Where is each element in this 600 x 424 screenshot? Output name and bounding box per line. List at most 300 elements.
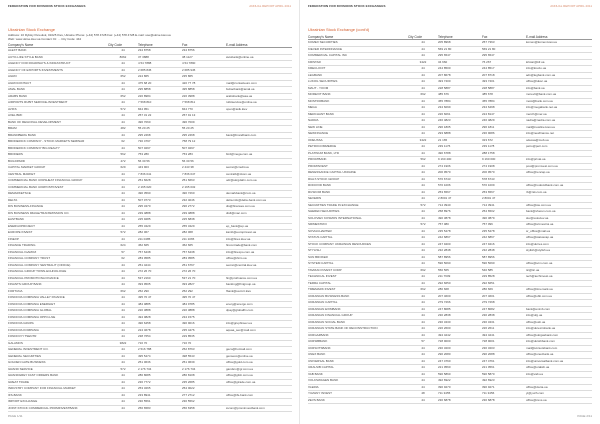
fax-cell: 296 1811: [482, 124, 526, 131]
city-code-cell: 44: [108, 113, 138, 120]
city-code-cell: 44: [108, 379, 138, 386]
telephone-cell: 244 8500: [438, 66, 482, 73]
table-row: [8, 301, 292, 308]
telephone-cell: 255 3429: [138, 223, 182, 230]
email-cell: office@rodovidbank.com.ua: [526, 183, 592, 190]
city-code-cell: 624: [108, 243, 138, 250]
city-code-cell: 44: [408, 170, 438, 177]
company-name-cell: COMMERCIAL BANK UKRSHEAT FINANCIAL GROUP: [8, 178, 108, 185]
email-cell: mail@contacteuro.com: [226, 80, 292, 87]
fax-cell: 716 70: [182, 340, 226, 347]
fax-cell: 211 1065: [182, 236, 226, 243]
city-code-cell: 44: [108, 392, 138, 399]
company-name-cell: UNEX BANK: [308, 352, 408, 359]
email-cell: komex@komex.kiev.ua: [526, 40, 592, 47]
company-name-cell: GENERAL INVESTMENT CO.: [8, 347, 108, 354]
telephone-cell: 239 4888: [138, 210, 182, 217]
company-name-cell: GRAND SERVICE: [8, 366, 108, 373]
fax-cell: 256 6358: [182, 405, 226, 412]
email-cell: mail@ukrsotsbank.com: [526, 345, 592, 352]
city-code-cell: 44: [408, 131, 438, 138]
fax-cell: 277 2712: [182, 392, 226, 399]
telephone-cell: 239 1176: [438, 144, 482, 151]
email-cell: aquaa_sec@mail.com: [226, 327, 292, 334]
city-code-cell: 652: [108, 74, 138, 81]
company-name-cell: MEGA: [308, 105, 408, 112]
email-cell: dpay@globalfin.com: [226, 308, 292, 315]
right-header-title: FEDERATION FOR DIVISIONS STOCK EXCHANGES: [308, 4, 386, 8]
fax-cell: 757 6438: [182, 249, 226, 256]
city-code-cell: 44: [108, 353, 138, 360]
email-cell: office@ifs-bank.com: [226, 392, 292, 399]
email-cell: office@ubb.com.ua: [526, 293, 592, 300]
company-name-cell: NEWFINANCE: [308, 131, 408, 138]
fax-cell: 728 9001: [482, 339, 526, 346]
fax-cell: 7 836 047: [182, 171, 226, 178]
city-code-cell: 44: [108, 262, 138, 269]
fax-cell: 207 8718: [482, 72, 526, 79]
email-cell: office@statuscap.ua: [526, 235, 592, 242]
city-code-cell: 44: [408, 300, 438, 307]
company-name-cell: DIS BUSINESS IMAGE/TRANSMISSION CO.: [8, 210, 108, 217]
fax-cell: 587 8956: [482, 254, 526, 261]
city-code-cell: 3822: [108, 340, 138, 347]
email-cell: udr@ukrgdafm.com.ua: [226, 178, 292, 185]
fax-cell: 9 160 000: [482, 157, 526, 164]
company-name-cell: BRODERS: [8, 152, 108, 159]
fax-cell: 235 5478: [482, 228, 526, 235]
email-cell: office@unexbank.ua: [526, 352, 592, 359]
city-code-cell: 44: [108, 145, 138, 152]
email-cell: kristar@kif.ua: [526, 59, 592, 66]
city-code-cell: 44: [108, 295, 138, 302]
company-name-cell: UKRAINIAN SOCIAL BANK: [308, 319, 408, 326]
fax-cell: 232 2848: [482, 248, 526, 255]
city-code-cell: 44: [408, 176, 438, 183]
email-cell: office@rencap.ua: [526, 170, 592, 177]
company-name-cell: ENERGOPROJECT: [8, 223, 108, 230]
telephone-cell: 569 21 80: [438, 46, 482, 53]
telephone-cell: 282 067: [138, 230, 182, 237]
fax-cell: 4 54 7890: [182, 61, 226, 68]
company-name-cell: BRODERICK COMPANY BIG REALTY: [8, 145, 108, 152]
email-cell: skv@soloviev.ua: [526, 215, 592, 222]
city-code-cell: 44: [408, 215, 438, 222]
telephone-cell: 55 20 25: [138, 126, 182, 133]
company-name-cell: AGENCY FOR ROADWAYS & INFRASTRUCT: [8, 61, 108, 68]
company-name-cell: FINANTS GROUP BANK: [8, 282, 108, 289]
company-name-cell: RUSKOM BANK: [308, 189, 408, 196]
telephone-cell: 247 8085: [438, 306, 482, 313]
telephone-cell: 490 6458: [138, 321, 182, 328]
company-name-cell: KIEVER INTERFINANCE: [308, 46, 408, 53]
email-cell: bank@eximb.com: [526, 306, 592, 313]
company-name-cell: RENESSANCE CAPITAL UKRAINE: [308, 170, 408, 177]
city-code-cell: 562: [408, 157, 438, 164]
fax-cell: 570 1009: [482, 183, 526, 190]
telephone-cell: 21 165: [438, 137, 482, 144]
email-cell: office@zevs.ua: [526, 397, 592, 404]
fax-cell: 232 4046: [182, 197, 226, 204]
telephone-cell: 280 668: [438, 287, 482, 294]
email-cell: open@avik.kiev: [226, 106, 292, 113]
fax-cell: 230 6878: [482, 397, 526, 404]
fax-cell: 757 096: [482, 222, 526, 229]
table-row: [8, 405, 292, 412]
email-cell: bank@brandbank.com: [226, 132, 292, 139]
fax-cell: 390 9271: [482, 384, 526, 391]
fax-cell: 7 568 811: [182, 100, 226, 107]
table-row: [8, 100, 292, 107]
telephone-cell: 494 0828: [138, 314, 182, 321]
fax-cell: 255 3429: [182, 223, 226, 230]
telephone-cell: 234 8758: [138, 48, 182, 55]
fax-cell: 254 6502: [482, 209, 526, 216]
right-section-title: Ukrainian Stock Exchange (cont'd): [308, 27, 370, 32]
telephone-cell: 570 1006: [438, 183, 482, 190]
city-code-cell: 44: [108, 171, 138, 178]
city-code-cell: 44: [108, 61, 138, 68]
fax-cell: 452 665: [182, 243, 226, 250]
company-name-cell: AGROCONTACT: [8, 80, 108, 87]
email-cell: fincontrade@bank.com: [226, 243, 292, 250]
company-name-cell: AIRPORTS RUBIT SERVICE-INVESTMENT: [8, 100, 108, 107]
fax-cell: 251 0639: [182, 360, 226, 367]
telephone-cell: 728 9000: [438, 339, 482, 346]
telephone-cell: 711 3455: [438, 391, 482, 398]
city-code-cell: 44: [108, 275, 138, 282]
fax-cell: 490 7260: [182, 191, 226, 198]
city-code-cell: 44: [408, 235, 438, 242]
telephone-cell: 293 6888: [438, 131, 482, 138]
fax-cell: 2 165 032: [182, 184, 226, 191]
city-code-cell: 662: [408, 287, 438, 294]
fax-cell: 251 6767: [182, 262, 226, 269]
company-name-cell: FINANCIAL PROMOTIONA FINANCE: [8, 275, 108, 282]
city-code-cell: 44: [108, 373, 138, 380]
company-name-cell: BRAM: [8, 126, 108, 133]
email-cell: stylish@stylish.ua: [526, 248, 592, 255]
city-code-cell: 44: [108, 210, 138, 217]
company-name-cell: URALSIB CAPITAL: [308, 365, 408, 372]
company-name-cell: UKRGAZBANK: [308, 332, 408, 339]
telephone-cell: 443 903: [138, 165, 182, 172]
telephone-cell: 730 4797: [138, 139, 182, 146]
fax-cell: 2 176 734: [182, 366, 226, 373]
company-name-cell: ALEXT BANK: [8, 48, 108, 55]
company-name-cell: KRECLOOIT: [308, 66, 408, 73]
company-name-cell: SRIMESTROI: [308, 222, 408, 229]
fax-cell: 490 3879: [482, 215, 526, 222]
col-header-city-code: City Code: [108, 43, 138, 48]
company-name-cell: FINANCIAL COMPANY TRUST: [8, 256, 108, 263]
telephone-cell: 2 176 734: [138, 366, 182, 373]
email-cell: most@bank.com.ua: [526, 98, 592, 105]
city-code-cell: 44: [408, 306, 438, 313]
email-cell: merch@mer.ua: [526, 111, 592, 118]
company-name-cell: BRODERICK COMPANY - STOCK MARKETS SEMINAR: [8, 139, 108, 146]
telephone-cell: 232 2848: [438, 248, 482, 255]
company-name-cell: XLERIA: [308, 384, 408, 391]
col-header-telephone: Telephone: [438, 35, 482, 40]
col-header-fax: Fax: [482, 35, 526, 40]
telephone-cell: 496 7060: [138, 119, 182, 126]
email-cell: rb@rsk.com.ua: [526, 189, 592, 196]
telephone-cell: 226 2600: [438, 326, 482, 333]
email-cell: office@zkim.ua: [226, 256, 292, 263]
fax-cell: 244 8517: [482, 66, 526, 73]
fax-cell: 207 4601: [482, 293, 526, 300]
city-code-cell: 62: [108, 256, 138, 263]
fax-cell: 323 672: [482, 137, 526, 144]
city-code-cell: 44: [408, 189, 438, 196]
fax-cell: 252 292: [182, 288, 226, 295]
table-row: [8, 275, 292, 282]
fax-cell: 230 2838: [482, 313, 526, 320]
company-name-cell: PLATINUM BANK, LTD: [308, 150, 408, 157]
fax-cell: 229 8528: [482, 274, 526, 281]
company-name-cell: YUZHNY INVEST: [308, 391, 408, 398]
telephone-cell: 2 8001 47: [438, 196, 482, 203]
telephone-cell: 495 70 47: [138, 295, 182, 302]
city-code-cell: 44: [408, 209, 438, 216]
city-code-cell: 3422: [408, 59, 438, 66]
fax-cell: 252 8763: [182, 347, 226, 354]
email-cell: arabsbank@asa.ua: [226, 93, 292, 100]
exchange-web: Web: www.ukrse.kiev.ua Contact: Dr. ... City Code: 444: [8, 37, 82, 41]
telephone-cell: 251 4244: [138, 262, 182, 269]
company-name-cell: TECHNICAL INVEST: [308, 274, 408, 281]
telephone-cell: 230 5561: [138, 399, 182, 406]
fax-cell: 758 79 12: [182, 139, 226, 146]
email-cell: banking@fintgroup.ua: [226, 282, 292, 289]
left-directory-table: [8, 43, 292, 412]
telephone-cell: 233 8941: [138, 392, 182, 399]
company-name-cell: FINEXP: [8, 236, 108, 243]
email-cell: iocom@prominvestbank.com: [226, 405, 292, 412]
telephone-cell: 484 0885: [138, 301, 182, 308]
right-page-number: PAGE 2/11: [577, 414, 592, 418]
email-cell: bank@sheren.com.ua: [526, 209, 592, 216]
fax-cell: 234 1575: [182, 314, 226, 321]
city-code-cell: 57: [408, 339, 438, 346]
company-name-cell: JOINT-STOCK COMMERCIAL PROMINVESTBANK: [8, 405, 108, 412]
city-code-cell: 44: [108, 360, 138, 367]
telephone-cell: 485 676: [438, 92, 482, 99]
fax-cell: 290 2088: [482, 352, 526, 359]
left-page-number: PAGE 1/11: [8, 414, 23, 418]
fax-cell: 76 267: [482, 59, 526, 66]
city-code-cell: 44: [408, 150, 438, 157]
email-cell: secret@credit.ua: [226, 165, 292, 172]
telephone-cell: 844 951: [138, 106, 182, 113]
email-cell: fin@profinance.com.ua: [226, 275, 292, 282]
city-code-cell: 44: [408, 358, 438, 365]
fax-cell: 257 91 13: [182, 113, 226, 120]
company-name-cell: EUROPE INVEST: [8, 230, 108, 237]
fax-cell: 295 6547: [482, 53, 526, 60]
telephone-cell: 238 7654: [138, 334, 182, 341]
city-code-cell: 44: [108, 327, 138, 334]
telephone-cell: 286 8085: [138, 373, 182, 380]
right-page: [300, 0, 600, 424]
telephone-cell: 37 3888: [138, 54, 182, 61]
company-name-cell: MOSTROBANK: [308, 98, 408, 105]
table-row: [308, 170, 592, 177]
table-row: [308, 397, 592, 404]
fax-cell: 292 6651: [482, 280, 526, 287]
email-cell: energ@energo.com: [226, 301, 292, 308]
fax-cell: 494 4241: [482, 332, 526, 339]
email-cell: tech@techinvest.ua: [526, 274, 592, 281]
fax-cell: 247 8082: [482, 306, 526, 313]
company-name-cell: STATUS CAPITAL: [308, 235, 408, 242]
company-name-cell: AMAL BANK: [8, 87, 108, 94]
fax-cell: 272 26 70: [182, 269, 226, 276]
email-cell: info@ukrsibbank.com: [526, 339, 592, 346]
company-name-cell: STYLISH: [308, 248, 408, 255]
fax-cell: 496 7009: [182, 119, 226, 126]
company-name-cell: BUILDPARD: [8, 158, 108, 165]
company-name-cell: FONDOVA COMPANIA OPPO-LNE: [8, 314, 108, 321]
fax-cell: 288 1758: [482, 150, 526, 157]
company-name-cell: TAVRIAN INVEST CORP: [308, 267, 408, 274]
fax-cell: 484 9785: [182, 301, 226, 308]
email-cell: rubitservice@online.ua: [226, 100, 292, 107]
email-cell: info@universalbank.com.ua: [526, 358, 592, 365]
city-code-cell: 562: [108, 152, 138, 159]
company-name-cell: DELTA: [8, 197, 108, 204]
city-code-cell: 44: [108, 204, 138, 211]
company-name-cell: SHEREN SECURITIES: [308, 209, 408, 216]
city-code-cell: 482: [108, 126, 138, 133]
email-cell: info@ufg.ua: [526, 313, 592, 320]
company-name-cell: KOMEX SECURITIES: [308, 40, 408, 47]
telephone-cell: 279 7266: [438, 300, 482, 307]
telephone-cell: 283 0585: [138, 256, 182, 263]
telephone-cell: 295 8858: [138, 87, 182, 94]
telephone-cell: 272 26 70: [138, 269, 182, 276]
company-name-cell: UKRAINIAN STATE BANK OF RECONSTRUCTION: [308, 326, 408, 333]
telephone-cell: 492 6922: [438, 378, 482, 385]
city-code-cell: 44: [108, 87, 138, 94]
col-header-fax: Fax: [182, 43, 226, 48]
company-name-cell: FORTUNA: [8, 288, 108, 295]
company-name-cell: CAPITAL MARKET GROUP: [8, 165, 108, 172]
company-name-cell: FONDOVA COMPANIA GLOBAL: [8, 308, 108, 315]
fax-cell: 229 8535: [182, 334, 226, 341]
fax-cell: 226 2611: [482, 326, 526, 333]
right-header-report: ANNUAL REPORT APRIL 2011: [550, 4, 592, 8]
city-code-cell: 44: [108, 236, 138, 243]
company-name-cell: KRISTAR: [308, 59, 408, 66]
city-code-cell: 3422: [408, 137, 438, 144]
company-name-cell: LEGBANK: [308, 72, 408, 79]
fax-cell: 286 8108: [182, 373, 226, 380]
company-name-cell: UKRAINIAN CAPITAL: [308, 300, 408, 307]
company-name-cell: GREAT TRADE: [8, 379, 108, 386]
email-cell: sr_office@mail.ua: [526, 228, 592, 235]
table-row: [8, 178, 292, 185]
company-name-cell: ODEUSSA: [308, 137, 408, 144]
telephone-cell: 235 5478: [438, 228, 482, 235]
fax-cell: 224 8147: [482, 111, 526, 118]
fax-cell: 295 2468: [182, 132, 226, 139]
telephone-cell: 753 280: [138, 152, 182, 159]
telephone-cell: 247 4760: [438, 358, 482, 365]
company-name-cell: UKRAINIAN FINANCIAL GROUP: [308, 313, 408, 320]
company-name-cell: NEW LINE: [308, 124, 408, 131]
fax-cell: 495 70 47: [182, 295, 226, 302]
telephone-cell: 256 6583: [138, 405, 182, 412]
telephone-cell: 224 865: [138, 74, 182, 81]
telephone-cell: 290 2080: [438, 352, 482, 359]
fax-cell: 282 068: [182, 230, 226, 237]
fax-cell: 225 6838: [182, 217, 226, 224]
city-code-cell: 44: [108, 178, 138, 185]
company-name-cell: SUN BROKER: [308, 254, 408, 261]
city-code-cell: 44: [408, 254, 438, 261]
city-code-cell: 44: [408, 46, 438, 53]
city-code-cell: 44: [108, 100, 138, 107]
company-name-cell: FINANCIAL COMPANY SENTRALIT (OFFICE): [8, 262, 108, 269]
telephone-cell: 234 6099: [438, 105, 482, 112]
city-code-cell: 44: [408, 124, 438, 131]
email-cell: office@usb.ua: [526, 319, 592, 326]
right-directory-table: [308, 35, 592, 404]
telephone-cell: 295 2468: [138, 132, 182, 139]
fax-cell: 485 678: [482, 92, 526, 99]
fax-cell: 247 4761: [482, 358, 526, 365]
city-code-cell: 44: [108, 132, 138, 139]
fax-cell: 274 1908: [482, 163, 526, 170]
fax-cell: 246 4829: [482, 118, 526, 125]
company-name-cell: UKRSOTSBANK: [308, 345, 408, 352]
fax-cell: 220 3888: [182, 308, 226, 315]
telephone-cell: 230 3430: [438, 319, 482, 326]
col-header-telephone: Telephone: [138, 43, 182, 48]
city-code-cell: 44: [408, 274, 438, 281]
company-name-cell: DEMARKETSCE: [8, 191, 108, 198]
company-name-cell: FONDOVA KOMPANIA: [8, 327, 108, 334]
city-code-cell: 44: [408, 98, 438, 105]
col-header-company: Company's Name: [8, 43, 108, 48]
telephone-cell: 495 5474: [138, 353, 182, 360]
telephone-cell: 7 836 041: [138, 171, 182, 178]
telephone-cell: 258 8976: [438, 209, 482, 216]
table-row: [8, 262, 292, 269]
fax-cell: 235 4476: [182, 327, 226, 334]
email-cell: office@ste.com.ua: [526, 202, 592, 209]
company-name-cell: UKRAINIAN EXIMBANK: [308, 306, 408, 313]
telephone-cell: 493 7400: [438, 79, 482, 86]
fax-cell: 38 1127: [182, 54, 226, 61]
email-cell: fbank@ua.fort.kiev: [226, 288, 292, 295]
telephone-cell: 246 4823: [438, 118, 482, 125]
city-code-cell: 44: [408, 105, 438, 112]
telephone-cell: 236 7772: [138, 379, 182, 386]
telephone-cell: 224 4678: [138, 327, 182, 334]
company-name-cell: COMMERCIAL BANK UKRPOSTINVEST: [8, 184, 108, 191]
email-cell: info@grupfinsec.ua: [226, 321, 292, 328]
fax-cell: 226 3988: [182, 93, 226, 100]
company-name-cell: DIS BUSINESS-FINANCE: [8, 204, 108, 211]
city-code-cell: 44: [408, 371, 438, 378]
email-cell: delta.info@delta-bank.com.ua: [226, 197, 292, 204]
telephone-cell: 207 8678: [438, 72, 482, 79]
company-name-cell: AGRO: [8, 74, 108, 81]
city-code-cell: 44: [408, 53, 438, 60]
